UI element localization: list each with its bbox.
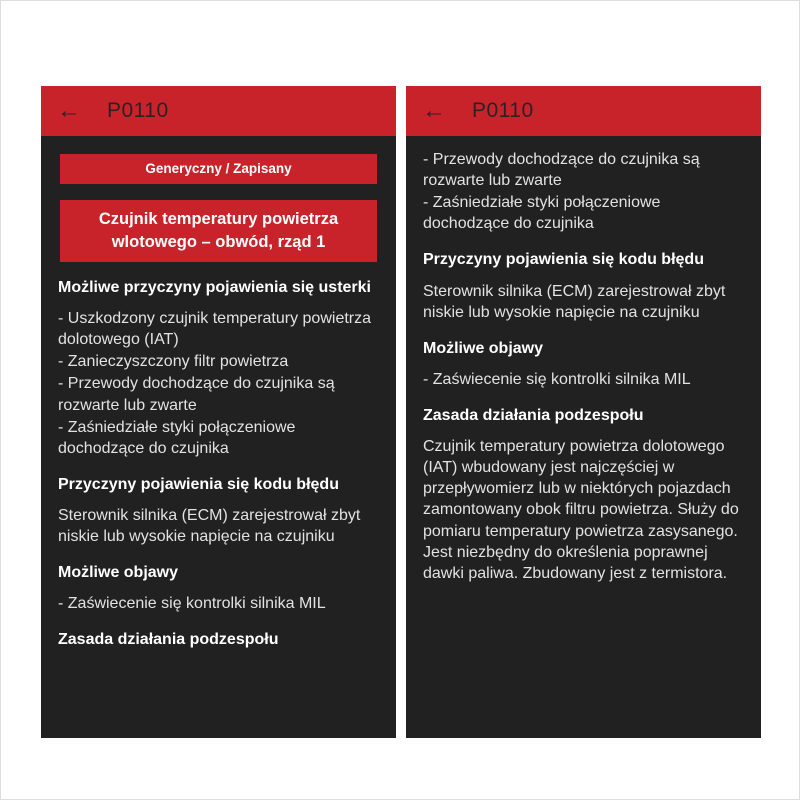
status-badge: Generyczny / Zapisany [60,154,377,184]
dual-screenshot-panels [41,86,761,738]
body-text: - Zaśniedziałe styki połączeniowe dochodzące do czujnika [423,194,661,233]
body-text: Sterownik silnika (ECM) zarejestrował zbyt niskie lub wysokie napięcie na czujniku [423,282,726,321]
left-content [41,136,396,677]
dtc-code-title: Czujnik temperatury powietrza wlotowego – obwód, rząd 1 [60,200,377,262]
page-title: P0110 [107,99,169,122]
section-heading: Możliwe przyczyny pojawienia się usterki [58,279,371,296]
section-heading: Możliwe objawy [423,339,544,357]
right-screen [406,86,761,738]
section-heading: Zasada działania podzespołu [58,631,279,649]
right-content [406,136,761,601]
body-text: Sterownik silnika (ECM) zarejestrował zbyt niskie lub wysokie napięcie na czujniku [58,506,361,546]
back-arrow-icon[interactable]: ← [57,97,81,124]
body-text: - Przewody dochodzące do czujnika są rozwarte lub zwarte [58,375,335,414]
body-text: - Zaświecenie się kontrolki silnika MIL [423,370,691,388]
page-title: P0110 [472,99,534,122]
body-text: - Przewody dochodzące do czujnika są rozwarte lub zwarte [423,151,700,190]
body-text: - Uszkodzony czujnik temperatury powietrza dolotowego (IAT) [58,310,372,349]
left-text-blocks [58,277,379,651]
section-heading: Przyczyny pojawienia się kodu błędu [423,251,704,269]
body-text: - Zanieczyszczony filtr powietrza [58,353,289,371]
section-heading: Zasada działania podzespołu [423,406,644,424]
left-screen [41,86,396,738]
section-heading: Przyczyny pojawienia się kodu błędu [58,475,339,493]
right-text-blocks [423,149,744,584]
body-text: Czujnik temperatury powietrza dolotowego (IAT) wbudowany jest najczęściej w przepływomierz lub w niektórych pojazdach zamontowany obok filtru powietrza. Służy do pomiaru temperatury powietrza zasysanego. Jest niezbędny do określenia poprawnej dawki paliwa. Zbudowany jest z termistora. [423,438,739,582]
body-text: - Zaśniedziałe styki połączeniowe dochodzące do czujnika [58,418,296,457]
back-arrow-icon[interactable]: ← [422,97,446,124]
left-appbar [41,86,396,136]
right-appbar [406,86,761,136]
body-text: - Zaświecenie się kontrolki silnika MIL [58,595,326,613]
section-heading: Możliwe objawy [58,564,179,582]
